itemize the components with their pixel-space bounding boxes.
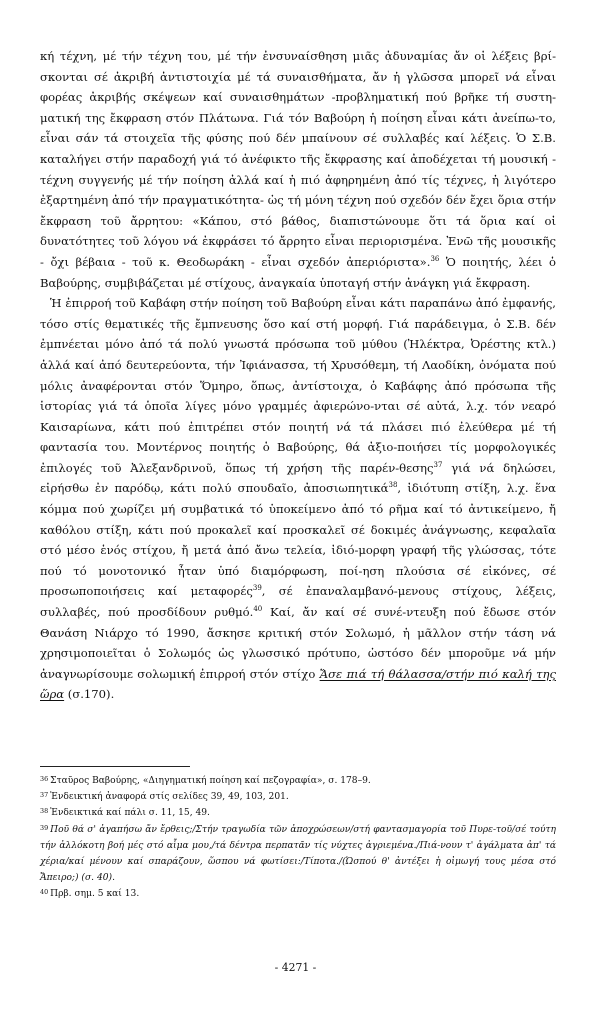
text-run: Ὁ ποιητής, λέει ὁ Βαβούρης, συμβιβάζεται μέ στίχους, ἀναγκαία ὑποταγή στήν ἀνάγκη γιά ἔκφραση. [40,254,556,290]
footnote-number: 37 [40,791,49,800]
footnote-number: 38 [40,807,49,816]
footnote-separator [40,766,190,767]
page-number: - 4271 - [274,961,317,974]
text-run: κή τέχνη, μέ τήν τέχνη του, μέ τήν ἐνσυναίσθηση μιᾶς ἀδυναμίας ἄν οἱ λέξεις βρί-σκονται σέ ἀκριβή ἀντιστοιχία μέ τά συναισθήματα, ἄν ἡ γλῶσσα μπορεῖ νά εἶναι φορέας ἀκριβής σκέψεων καί συναισθημάτων -προβληματική πού βρῆκε τή συστη-ματική της ἔκφραση στόν Πλάτωνα. Γιά τόν Βαβούρη ἡ ποίηση εἶναι κάτι ἀνείπω-το, εἶναι σάν τά στοιχεῖα τῆς φύσης πού δέν μπαίνουν σέ συλλαβές καί λέξεις. Ὁ Σ.Β. καταλήγει στήν παραδοχή γιά τό ἀνέφικτο τῆς ἔκφρασης καί ἀποδέχεται τή μουσική - τέχνη συγγενής μέ τήν ποίηση ἀλλά καί ἡ πιό ἀφηρημένη ἀπό τίς τέχνες, ἡ λιγότερο ἐξαρτημένη ἀπό τήν πραγματικότητα- ὡς τή μόνη τέχνη πού σχεδόν δέν ἔχει ὅρια στήν ἔκφραση τοῦ ἄρρητου: «Κάπου, στό βάθος, διαπιστώνουμε ὅτι τά ὅρια καί οἱ δυνατότητες τοῦ λόγου νά ἐκφράσει τό ἄρρητο εἶναι περιορισμένα. Ἐνῶ τῆς μουσικῆς - ὄχι βέβαια - τοῦ κ. Θεοδωράκη - εἶναι σχεδόν ἀπεριόριστα». [40,49,556,269]
body-text [40,46,556,705]
footnote-reference: 38 [388,481,398,490]
footnote-reference: 39 [252,584,262,593]
footnotes [40,773,556,903]
footnote-text: Πρβ. σημ. 5 καί 13. [50,889,140,900]
footnote [40,805,556,821]
footnote-reference: 36 [430,254,440,263]
text-run: Καί, ἄν καί σέ συνέ-ντευξη πού ἔδωσε στόν Θανάση Νιάρχο τό 1990, ἄσκησε κριτική στόν Σολωμό, ἡ μᾶλλον στήν τάση νά χρησιμοποιεῖται ὁ Σολωμός ὡς γλωσσικό πρότυπο, ὡστόσο δέν μποροῦμε νά μήν ἀναγνωρίσουμε σολωμική ἐπιρροή στόν στίχο [40,605,556,681]
footnote-text: Ἐνδεικτική ἀναφορά στίς σελίδες 39, 49, 103, 201. [50,792,289,803]
quoted-verse: Ἄσε πιά τή θάλασσα/στήν πιό καλή της ὥρα [40,666,556,702]
footnote-number: 40 [40,888,49,897]
footnote-number: 36 [40,775,49,783]
text-run: , σέ ἐπαναλαμβανό-μενους στίχους, λέξεις, συλλαβές, πού προσδίδουν ρυθμό. [40,584,556,620]
footnote [40,789,556,805]
footnote-reference: 40 [253,605,263,614]
footnote-text: Ἐνδεικτικά καί πάλι σ. 11, 15, 49. [50,808,210,819]
paragraph [40,46,556,293]
footnote [40,886,556,902]
footnote [40,773,556,789]
text-run: γιά νά δηλώσει, εἰρήσθω ἐν παρόδῳ, κάτι πολύ σπουδαῖο, ἀποσιωπητικά [40,460,556,496]
footnote-reference: 37 [433,460,443,469]
paragraph [40,293,556,705]
footnote [40,822,556,887]
footnote-text: Ποῦ θά σ' ἀγαπήσω ἄν ἔρθεις;/Στήν τραγωδία τῶν ἀποχρώσεων/στή φαντασμαγορία τοῦ Πυρε-τοῦ/σέ τούτη τήν ἀλλόκοτη βοή μές στό αἷμα μου,/τά δέντρα περπατᾶν τίς νύχτες ἀγριεμένα./Πιά-νουν τ' ἀγάλματα ἀπ' τά χέρια/καί μένουν καί σπαράζουν, ὥσπου νά φωτίσει:/Τίποτα./(Ὠσπού θ' ἀντέξει ἡ οἰμωγή τους μέσα στό Ἄπειρο;) (σ. 40). [40,824,556,884]
text-run: (σ.170). [64,687,115,702]
footnote-text: Σταῦρος Βαβούρης, «Διηγηματική ποίηση καί πεζογραφία», σ. 178–9. [50,776,371,786]
footnote-number: 39 [40,823,49,832]
text-run: , ἰδιότυπη στίξη, λ.χ. ἕνα κόμμα πού χωρίζει μή συμβατικά τό ὑποκείμενο ἀπό τό ρῆμα καί τό ἀντικείμενο, ἤ καθόλου στίξη, κάτι πού προκαλεῖ καί προσκαλεῖ σέ δοκιμές ἀνάγνωσης, κεφαλαῖα στό μέσο ἑνός στίχου, ἤ μετά ἀπό ἄνω τελεία, ἰδιό-μορφη γραφή τῆς γλώσσας, τότε πού τό μονοτονικό ἦταν ὑπό διαμόρφωση, ποί-ηση πλούσια σέ εἰκόνες, σέ προσωποποιήσεις καί μεταφορές [40,481,556,599]
text-run: Ἡ ἐπιρροή τοῦ Καβάφη στήν ποίηση τοῦ Βαβούρη εἶναι κάτι παραπάνω ἀπό ἐμφανής, τόσο στίς θεματικές τῆς ἔμπνευσης ὅσο καί στή μορφή. Γιά παράδειγμα, ὁ Σ.Β. δέν ἐμπνέεται μόνο ἀπό τά πολύ γνωστά πρόσωπα τοῦ μύθου (Ἠλέκτρα, Ὀρέστης κτλ.) ἀλλά καί ἀπό δευτερεύοντα, τήν Ἰφιάνασσα, τή Χρυσόθεμη, τή Λαοδίκη, ὀνόματα πού μόλις ἀναφέρονται στόν Ὅμηρο, ὅπως, ἀντίστοιχα, ὁ Καβάφης ἀπό πρόσωπα τῆς ἱστορίας γιά τά ὁποῖα λίγες μόνο γραμμές ἀφιερώνο-νται σέ αὐτά, λ.χ. τόν νεαρό Καισαρίωνα, κάτι πού ἐπιτρέπει στόν ποιητή νά τά πλάσει πιό ἐλεύθερα μέ τή φαντασία του. Μοντέρνος ποιητής ὁ Βαβούρης, θά ἀξιο-ποιήσει τίς μορφολογικές ἐπιλογές τοῦ Ἀλεξανδρινοῦ, ὅπως τή χρήση τῆς παρέν-θεσης [40,296,556,475]
